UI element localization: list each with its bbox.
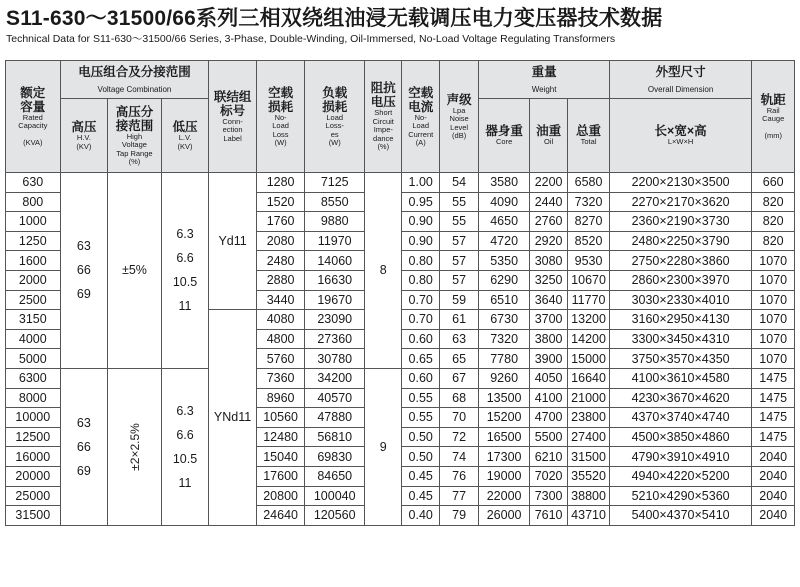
oil-weight-cell: 5500 <box>529 427 567 447</box>
header-en: Rail Cauge <box>762 105 785 124</box>
rated-capacity-cell: 5000 <box>6 349 61 369</box>
rail-gauge-cell: 1475 <box>752 427 795 447</box>
header-load-loss <box>305 61 365 173</box>
value-line: 66 <box>76 439 91 454</box>
no-load-loss-cell: 2480 <box>256 251 305 271</box>
header-rail-gauge <box>752 61 795 173</box>
no-load-current-cell: 0.50 <box>402 447 439 467</box>
impedance-cell: 8 <box>365 173 402 369</box>
noise-level-cell: 59 <box>439 290 478 310</box>
rail-gauge-cell: 1475 <box>752 408 795 428</box>
header-noise <box>439 61 478 173</box>
total-weight-cell: 15000 <box>568 349 609 369</box>
load-loss-cell: 69830 <box>305 447 365 467</box>
no-load-loss-cell: 3440 <box>256 290 305 310</box>
oil-weight-cell: 2440 <box>529 192 567 212</box>
oil-weight-cell: 7300 <box>529 486 567 506</box>
rail-gauge-cell: 660 <box>752 173 795 193</box>
total-weight-cell: 7320 <box>568 192 609 212</box>
value-line: 66 <box>76 263 91 278</box>
noise-level-cell: 70 <box>439 408 478 428</box>
total-weight-cell: 10670 <box>568 270 609 290</box>
total-weight-cell: 38800 <box>568 486 609 506</box>
load-loss-cell: 19670 <box>305 290 365 310</box>
header-core-weight <box>479 99 530 173</box>
header-no-load-loss <box>256 61 305 173</box>
noise-level-cell: 55 <box>439 192 478 212</box>
header-en: H.V. <box>76 133 91 142</box>
total-weight-cell: 23800 <box>568 408 609 428</box>
core-weight-cell: 6290 <box>479 270 530 290</box>
header-unit: (KV) <box>177 141 193 151</box>
header-zh: 负载 损耗 <box>322 85 348 114</box>
total-weight-cell: 14200 <box>568 329 609 349</box>
rated-capacity-cell: 1600 <box>6 251 61 271</box>
no-load-loss-cell: 12480 <box>256 427 305 447</box>
core-weight-cell: 3580 <box>479 173 530 193</box>
dimension-cell: 3300×3450×4310 <box>609 329 752 349</box>
no-load-current-cell: 0.60 <box>402 329 439 349</box>
rated-capacity-cell: 2000 <box>6 270 61 290</box>
core-weight-cell: 5350 <box>479 251 530 271</box>
header-zh: 油重 <box>536 124 562 139</box>
noise-level-cell: 57 <box>439 251 478 271</box>
header-en: L.V. <box>178 133 192 142</box>
lv-cell <box>161 173 209 369</box>
dimension-cell: 2360×2190×3730 <box>609 212 752 232</box>
header-tap-range <box>108 99 162 173</box>
header-en: Overall Dimension <box>647 85 714 94</box>
oil-weight-cell: 4050 <box>529 368 567 388</box>
load-loss-cell: 30780 <box>305 349 365 369</box>
no-load-loss-cell: 17600 <box>256 466 305 486</box>
rated-capacity-cell: 20000 <box>6 466 61 486</box>
value-line: 69 <box>76 287 91 302</box>
core-weight-cell: 22000 <box>479 486 530 506</box>
header-en: Lpa Noise Level <box>449 105 469 132</box>
hv-cell <box>60 173 108 369</box>
oil-weight-cell: 4700 <box>529 408 567 428</box>
rated-capacity-cell: 3150 <box>6 310 61 330</box>
load-loss-cell: 100040 <box>305 486 365 506</box>
rail-gauge-cell: 1070 <box>752 349 795 369</box>
header-unit: (dB) <box>452 131 467 140</box>
header-en: No- Load Current <box>408 112 434 139</box>
value-line: 11 <box>178 475 192 490</box>
hv-cell <box>60 368 108 525</box>
header-connection <box>209 61 257 173</box>
value-line: 63 <box>76 239 91 254</box>
core-weight-cell: 4650 <box>479 212 530 232</box>
dimension-cell: 4790×3910×4910 <box>609 447 752 467</box>
header-zh: 电压组合及分接范围 <box>78 65 191 79</box>
dimension-cell: 5210×4290×5360 <box>609 486 752 506</box>
no-load-loss-cell: 5760 <box>256 349 305 369</box>
no-load-loss-cell: 20800 <box>256 486 305 506</box>
header-unit: (%) <box>128 157 141 166</box>
header-total-weight <box>568 99 609 173</box>
dimension-cell: 2860×2300×3970 <box>609 270 752 290</box>
no-load-loss-cell: 10560 <box>256 408 305 428</box>
header-unit: (KV) <box>76 141 92 151</box>
header-voltage-combination <box>60 61 209 99</box>
core-weight-cell: 6510 <box>479 290 530 310</box>
noise-level-cell: 55 <box>439 212 478 232</box>
header-zh: 联结组 标号 <box>213 89 252 118</box>
rated-capacity-cell: 1000 <box>6 212 61 232</box>
rail-gauge-cell: 820 <box>752 231 795 251</box>
rail-gauge-cell: 1475 <box>752 388 795 408</box>
value-line: 11 <box>178 299 192 314</box>
oil-weight-cell: 2920 <box>529 231 567 251</box>
oil-weight-cell: 3250 <box>529 270 567 290</box>
oil-weight-cell: 3900 <box>529 349 567 369</box>
header-impedance <box>365 61 402 173</box>
oil-weight-cell: 7610 <box>529 506 567 526</box>
header-en: No- Load Loss <box>272 112 289 139</box>
page-subtitle: Technical Data for S11-630～31500/66 Series, 3-Phase, Double-Winding, Oil-Immersed, No-Load Voltage Regulating Transformers <box>6 33 616 45</box>
oil-weight-cell: 3800 <box>529 329 567 349</box>
noise-level-cell: 72 <box>439 427 478 447</box>
noise-level-cell: 63 <box>439 329 478 349</box>
header-unit: (W) <box>328 138 341 147</box>
total-weight-cell: 35520 <box>568 466 609 486</box>
core-weight-cell: 9260 <box>479 368 530 388</box>
rated-capacity-cell: 6300 <box>6 368 61 388</box>
header-hv <box>60 99 108 173</box>
header-unit: (mm) <box>764 130 782 140</box>
oil-weight-cell: 6210 <box>529 447 567 467</box>
total-weight-cell: 6580 <box>568 173 609 193</box>
core-weight-cell: 4090 <box>479 192 530 212</box>
load-loss-cell: 27360 <box>305 329 365 349</box>
value-line: 6.6 <box>176 427 194 442</box>
value-line: 63 <box>76 415 91 430</box>
rated-capacity-cell: 31500 <box>6 506 61 526</box>
dimension-cell: 2200×2130×3500 <box>609 173 752 193</box>
no-load-loss-cell: 24640 <box>256 506 305 526</box>
header-zh: 空载 电流 <box>408 85 434 114</box>
no-load-current-cell: 0.50 <box>402 427 439 447</box>
tap-range-value: ±5% <box>121 263 147 278</box>
tech-data-table <box>5 60 795 526</box>
header-zh: 额定 容量 <box>20 85 46 114</box>
noise-level-cell: 67 <box>439 368 478 388</box>
header-rated-capacity <box>6 61 61 173</box>
core-weight-cell: 26000 <box>479 506 530 526</box>
no-load-loss-cell: 2880 <box>256 270 305 290</box>
oil-weight-cell: 3080 <box>529 251 567 271</box>
core-weight-cell: 16500 <box>479 427 530 447</box>
header-en: Core <box>495 137 513 147</box>
header-lv <box>161 99 209 173</box>
header-en: Voltage Combination <box>97 85 172 94</box>
header-zh: 轨距 <box>760 92 786 107</box>
load-loss-cell: 56810 <box>305 427 365 447</box>
noise-level-cell: 77 <box>439 486 478 506</box>
dimension-cell: 4370×3740×4740 <box>609 408 752 428</box>
dimension-cell: 2750×2280×3860 <box>609 251 752 271</box>
rail-gauge-cell: 820 <box>752 212 795 232</box>
load-loss-cell: 11970 <box>305 231 365 251</box>
rail-gauge-cell: 1070 <box>752 329 795 349</box>
total-weight-cell: 11770 <box>568 290 609 310</box>
dimension-cell: 2270×2170×3620 <box>609 192 752 212</box>
no-load-loss-cell: 8960 <box>256 388 305 408</box>
no-load-current-cell: 0.70 <box>402 310 439 330</box>
no-load-current-cell: 0.70 <box>402 290 439 310</box>
no-load-current-cell: 0.80 <box>402 251 439 271</box>
oil-weight-cell: 2760 <box>529 212 567 232</box>
header-no-load-current <box>402 61 439 173</box>
no-load-current-cell: 0.60 <box>402 368 439 388</box>
no-load-current-cell: 0.65 <box>402 349 439 369</box>
core-weight-cell: 15200 <box>479 408 530 428</box>
rail-gauge-cell: 2040 <box>752 447 795 467</box>
load-loss-cell: 16630 <box>305 270 365 290</box>
total-weight-cell: 43710 <box>568 506 609 526</box>
rated-capacity-cell: 2500 <box>6 290 61 310</box>
header-zh: 长×宽×高 <box>654 124 707 139</box>
header-en: Weight <box>531 85 557 94</box>
table-row <box>6 173 795 193</box>
oil-weight-cell: 7020 <box>529 466 567 486</box>
connection-cell: Yd11 <box>209 173 257 310</box>
noise-level-cell: 74 <box>439 447 478 467</box>
no-load-current-cell: 0.90 <box>402 231 439 251</box>
rail-gauge-cell: 2040 <box>752 486 795 506</box>
lv-cell <box>161 368 209 525</box>
header-lwh <box>609 99 752 173</box>
total-weight-cell: 31500 <box>568 447 609 467</box>
load-loss-cell: 40570 <box>305 388 365 408</box>
header-zh: 声级 <box>446 92 472 107</box>
load-loss-cell: 8550 <box>305 192 365 212</box>
tap-range-value: ±2×2.5% <box>127 423 142 471</box>
no-load-loss-cell: 4080 <box>256 310 305 330</box>
no-load-current-cell: 0.90 <box>402 212 439 232</box>
header-en: Total <box>580 137 597 147</box>
no-load-loss-cell: 7360 <box>256 368 305 388</box>
core-weight-cell: 17300 <box>479 447 530 467</box>
dimension-cell: 3160×2950×4130 <box>609 310 752 330</box>
table-row <box>6 368 795 388</box>
no-load-current-cell: 0.45 <box>402 466 439 486</box>
rated-capacity-cell: 16000 <box>6 447 61 467</box>
rail-gauge-cell: 1475 <box>752 368 795 388</box>
rated-capacity-cell: 4000 <box>6 329 61 349</box>
oil-weight-cell: 2200 <box>529 173 567 193</box>
impedance-cell: 9 <box>365 368 402 525</box>
noise-level-cell: 61 <box>439 310 478 330</box>
total-weight-cell: 16640 <box>568 368 609 388</box>
noise-level-cell: 57 <box>439 270 478 290</box>
dimension-cell: 5400×4370×5410 <box>609 506 752 526</box>
rated-capacity-cell: 8000 <box>6 388 61 408</box>
header-en: Oil <box>544 137 554 147</box>
load-loss-cell: 9880 <box>305 212 365 232</box>
rated-capacity-cell: 630 <box>6 173 61 193</box>
oil-weight-cell: 3700 <box>529 310 567 330</box>
tap-range-cell <box>108 173 162 369</box>
rail-gauge-cell: 2040 <box>752 506 795 526</box>
noise-level-cell: 79 <box>439 506 478 526</box>
connection-cell: YNd11 <box>209 310 257 526</box>
oil-weight-cell: 4100 <box>529 388 567 408</box>
header-en: Short Circuit Impe- dance <box>372 108 394 143</box>
dimension-cell: 4500×3850×4860 <box>609 427 752 447</box>
rated-capacity-cell: 800 <box>6 192 61 212</box>
no-load-loss-cell: 1520 <box>256 192 305 212</box>
header-unit: (%) <box>377 142 390 152</box>
dimension-cell: 4100×3610×4580 <box>609 368 752 388</box>
header-zh: 高压 <box>71 120 97 134</box>
total-weight-cell: 9530 <box>568 251 609 271</box>
rated-capacity-cell: 1250 <box>6 231 61 251</box>
value-line: 10.5 <box>172 275 198 290</box>
no-load-loss-cell: 1280 <box>256 173 305 193</box>
noise-level-cell: 68 <box>439 388 478 408</box>
no-load-current-cell: 0.80 <box>402 270 439 290</box>
header-unit: (W) <box>274 138 287 147</box>
rail-gauge-cell: 1070 <box>752 290 795 310</box>
value-line: 6.3 <box>176 403 194 418</box>
total-weight-cell: 13200 <box>568 310 609 330</box>
core-weight-cell: 4720 <box>479 231 530 251</box>
header-unit: (KVA) <box>23 137 43 147</box>
no-load-loss-cell: 15040 <box>256 447 305 467</box>
core-weight-cell: 6730 <box>479 310 530 330</box>
no-load-current-cell: 0.45 <box>402 486 439 506</box>
core-weight-cell: 13500 <box>479 388 530 408</box>
rail-gauge-cell: 2040 <box>752 466 795 486</box>
noise-level-cell: 54 <box>439 173 478 193</box>
load-loss-cell: 84650 <box>305 466 365 486</box>
load-loss-cell: 23090 <box>305 310 365 330</box>
header-oil-weight <box>529 99 567 173</box>
core-weight-cell: 7780 <box>479 349 530 369</box>
header-zh: 器身重 <box>485 124 523 139</box>
header-zh: 空载 损耗 <box>268 85 294 114</box>
load-loss-cell: 47880 <box>305 408 365 428</box>
tap-range-cell <box>108 368 162 525</box>
page-title: S11-630～31500/66系列三相双绕组油浸无载调压电力变压器技术数据 <box>6 7 663 30</box>
noise-level-cell: 57 <box>439 231 478 251</box>
no-load-loss-cell: 1760 <box>256 212 305 232</box>
rail-gauge-cell: 820 <box>752 192 795 212</box>
rail-gauge-cell: 1070 <box>752 251 795 271</box>
value-line: 6.3 <box>176 227 194 242</box>
load-loss-cell: 34200 <box>305 368 365 388</box>
no-load-current-cell: 0.55 <box>402 388 439 408</box>
rated-capacity-cell: 10000 <box>6 408 61 428</box>
core-weight-cell: 7320 <box>479 329 530 349</box>
header-dimension <box>609 61 752 99</box>
noise-level-cell: 65 <box>439 349 478 369</box>
header-weight <box>479 61 609 99</box>
total-weight-cell: 8520 <box>568 231 609 251</box>
rated-capacity-cell: 12500 <box>6 427 61 447</box>
header-zh: 低压 <box>172 120 198 134</box>
header-en: Conn- ection Label <box>222 116 243 143</box>
dimension-cell: 3750×3570×4350 <box>609 349 752 369</box>
dimension-cell: 4230×3670×4620 <box>609 388 752 408</box>
dimension-cell: 4940×4220×5200 <box>609 466 752 486</box>
header-unit: (A) <box>415 138 426 147</box>
header-zh: 阻抗 电压 <box>370 81 396 110</box>
no-load-loss-cell: 4800 <box>256 329 305 349</box>
value-line: 10.5 <box>172 451 198 466</box>
core-weight-cell: 19000 <box>479 466 530 486</box>
header-en: Load Loss- es <box>325 112 344 139</box>
header-zh: 重量 <box>531 65 557 79</box>
total-weight-cell: 21000 <box>568 388 609 408</box>
header-zh: 高压分 接范围 <box>115 104 154 133</box>
dimension-cell: 3030×2330×4010 <box>609 290 752 310</box>
noise-level-cell: 76 <box>439 466 478 486</box>
total-weight-cell: 8270 <box>568 212 609 232</box>
value-line: 6.6 <box>176 251 194 266</box>
header-en: Rated Capacity <box>18 112 48 131</box>
no-load-current-cell: 0.95 <box>402 192 439 212</box>
header-zh: 外型尺寸 <box>655 65 706 79</box>
rated-capacity-cell: 25000 <box>6 486 61 506</box>
no-load-current-cell: 0.55 <box>402 408 439 428</box>
rail-gauge-cell: 1070 <box>752 270 795 290</box>
dimension-cell: 2480×2250×3790 <box>609 231 752 251</box>
header-en: High Voltage Tap Range <box>116 131 153 158</box>
load-loss-cell: 120560 <box>305 506 365 526</box>
load-loss-cell: 7125 <box>305 173 365 193</box>
header-en: L×W×H <box>667 137 694 147</box>
value-line: 69 <box>76 463 91 478</box>
no-load-loss-cell: 2080 <box>256 231 305 251</box>
no-load-current-cell: 1.00 <box>402 173 439 193</box>
oil-weight-cell: 3640 <box>529 290 567 310</box>
no-load-current-cell: 0.40 <box>402 506 439 526</box>
header-zh: 总重 <box>576 124 602 139</box>
rail-gauge-cell: 1070 <box>752 310 795 330</box>
total-weight-cell: 27400 <box>568 427 609 447</box>
load-loss-cell: 14060 <box>305 251 365 271</box>
